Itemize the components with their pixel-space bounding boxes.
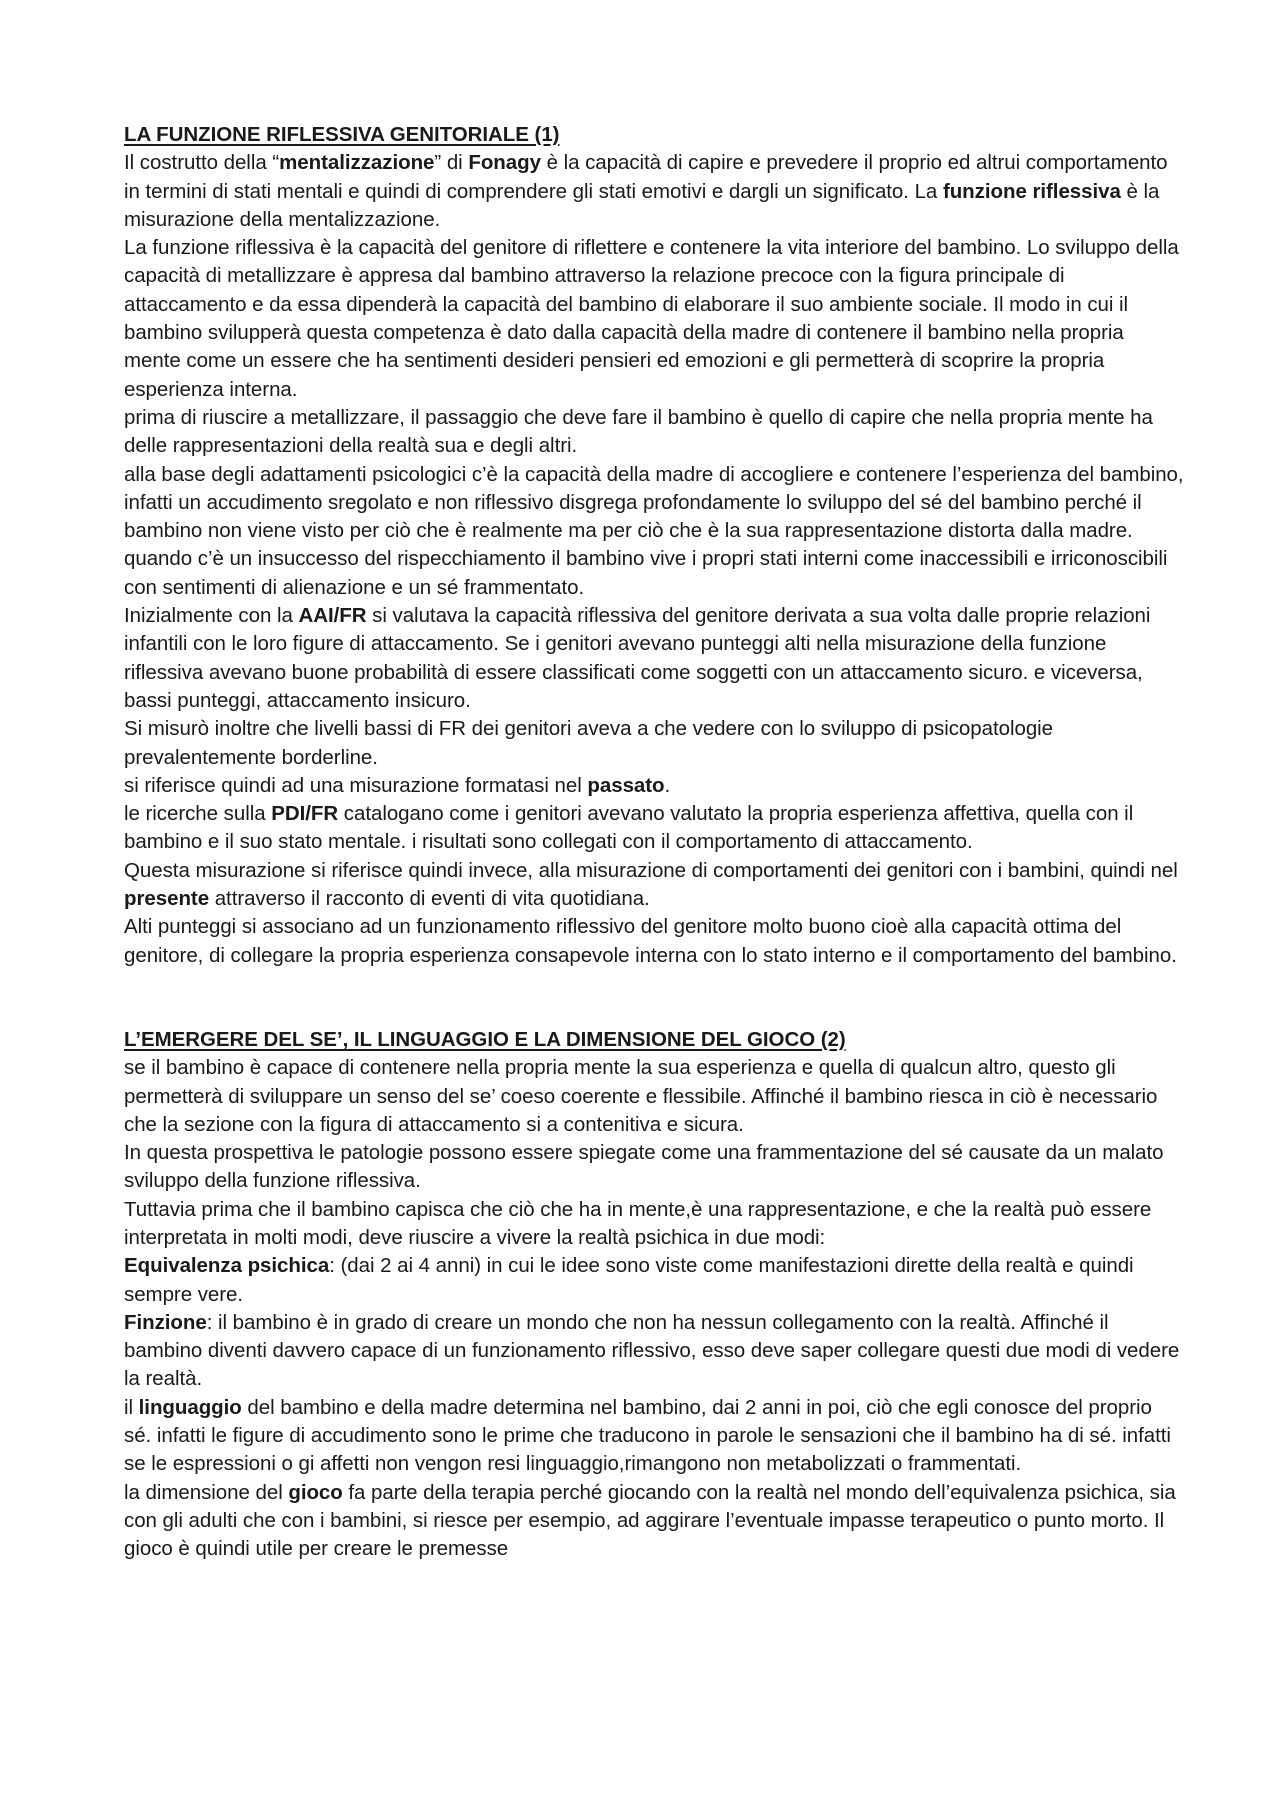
- text-run: In questa prospettiva le patologie possono essere spiegate come una frammentazione del sé causate da un malato sviluppo della funzione riflessiva.: [124, 1141, 1164, 1193]
- bold-term: gioco: [288, 1480, 343, 1504]
- bold-term: AAI/FR: [298, 604, 367, 628]
- text-run: le ricerche sulla: [124, 802, 272, 826]
- bold-term: linguaggio: [138, 1395, 242, 1419]
- text-run: Questa misurazione si riferisce quindi invece, alla misurazione di comportamenti dei genitori con i bambini, quindi nel: [124, 858, 1178, 882]
- section-body: [124, 149, 1184, 970]
- paragraph: [124, 857, 1184, 914]
- text-run: Tuttavia prima che il bambino capisca che ciò che ha in mente,è una rappresentazione, e che la realtà può essere interpretata in molti modi, deve riuscire a vivere la realtà psichica in due modi:: [124, 1197, 1152, 1249]
- paragraph: [124, 1479, 1184, 1564]
- bold-term: presente: [124, 887, 210, 911]
- paragraph: [124, 1054, 1184, 1139]
- text-run: è la misurazione della mentalizzazione.: [124, 179, 1160, 231]
- bold-term: Fonagy: [468, 151, 541, 175]
- paragraph: [124, 913, 1184, 970]
- text-run: Il costrutto della “: [124, 151, 280, 175]
- text-run: attraverso il racconto di eventi di vita quotidiana.: [209, 887, 650, 911]
- text-run: Alti punteggi si associano ad un funzionamento riflessivo del genitore molto buono cioè alla capacità ottima del genitore, di collegare la propria esperienza consapevole interna con lo stato interno e il comportamento del bambino.: [124, 915, 1177, 967]
- text-run: il: [124, 1395, 139, 1419]
- paragraph: [124, 800, 1184, 857]
- text-run: .: [664, 773, 671, 797]
- bold-term: passato: [587, 773, 665, 797]
- text-run: Si misurò inoltre che livelli bassi di FR dei genitori aveva a che vedere con lo sviluppo di psicopatologie prevalentemente borderline.: [124, 717, 1054, 769]
- bold-term: Equivalenza psichica: [124, 1254, 330, 1278]
- paragraph: [124, 461, 1184, 602]
- paragraph: [124, 234, 1184, 404]
- paragraph: [124, 1309, 1184, 1394]
- paragraph: [124, 1394, 1184, 1479]
- document-page: [124, 121, 1184, 1564]
- text-run: fa parte della terapia perché giocando con la realtà nel mondo dell’equivalenza psichica, sia con gli adulti che con i bambini, si riesce per esempio, ad aggirare l’eventuale impasse terapeutico o punto morto. Il gioco è quindi utile per creare le premesse: [124, 1480, 1176, 1561]
- bold-term: mentalizzazione: [279, 151, 435, 175]
- text-run: la dimensione del: [124, 1480, 289, 1504]
- paragraph: [124, 404, 1184, 461]
- section-funzione-riflessiva: [124, 121, 1184, 970]
- text-run: : (dai 2 ai 4 anni) in cui le idee sono viste come manifestazioni dirette della realtà e quindi sempre vere.: [124, 1254, 1134, 1306]
- text-run: si riferisce quindi ad una misurazione formatasi nel: [124, 773, 588, 797]
- paragraph: [124, 715, 1184, 772]
- text-run: Inizialmente con la: [124, 604, 299, 628]
- text-run: se il bambino è capace di contenere nella propria mente la sua esperienza e quella di qualcun altro, questo gli permetterà di sviluppare un senso del se’ coeso coerente e flessibile. Affinché il bambino riesca in ciò è necessario che la sezione con la figura di attaccamento si a contenitiva e sicura.: [124, 1056, 1158, 1136]
- text-run: ” di: [434, 151, 469, 175]
- paragraph: [124, 602, 1184, 715]
- text-run: La funzione riflessiva è la capacità del genitore di riflettere e contenere la vita interiore del bambino. Lo sviluppo della capacità di metallizzare è appresa dal bambino attraverso la relazione precoce con la figura principale di attaccamento e da essa dipenderà la capacità del bambino di elaborare il suo ambiente sociale. Il modo in cui il bambino svilupperà questa competenza è dato dalla capacità della madre di contenere il bambino nella propria mente come un essere che ha sentimenti desideri pensieri ed emozioni e gli permetterà di scoprire la propria esperienza interna.: [124, 236, 1179, 401]
- bold-term: funzione riflessiva: [942, 179, 1121, 203]
- text-run: catalogano come i genitori avevano valutato la propria esperienza affettiva, quella con il bambino e il suo stato mentale. i risultati sono collegati con il comportamento di attaccamento.: [124, 802, 1134, 854]
- bold-term: PDI/FR: [271, 802, 339, 826]
- section-heading: LA FUNZIONE RIFLESSIVA GENITORIALE (1): [124, 123, 560, 146]
- paragraph: [124, 1252, 1184, 1309]
- paragraph: [124, 1139, 1184, 1196]
- text-run: è la capacità di capire e prevedere il proprio ed altrui comportamento in termini di stati mentali e quindi di comprendere gli stati emotivi e dargli un significato. La: [124, 151, 1168, 203]
- section-heading: L’EMERGERE DEL SE’, IL LINGUAGGIO E LA DIMENSIONE DEL GIOCO (2): [124, 1027, 846, 1051]
- text-run: del bambino e della madre determina nel bambino, dai 2 anni in poi, ciò che egli conosce del proprio sé. infatti le figure di accudimento sono le prime che traducono in parole le sensazioni che il bambino ha di sé. infatti se le espressioni o gi affetti non vengon resi linguaggio,rimangono non metabolizzati o frammentati.: [124, 1395, 1171, 1476]
- paragraph: [124, 1196, 1184, 1253]
- section-emergere-del-se: [124, 1026, 1184, 1564]
- paragraph: [124, 149, 1184, 234]
- section-body: [124, 1054, 1184, 1563]
- bold-term: Finzione: [124, 1310, 207, 1334]
- text-run: prima di riuscire a metallizzare, il passaggio che deve fare il bambino è quello di capire che nella propria mente ha delle rappresentazioni della realtà sua e degli altri.: [124, 405, 1153, 458]
- text-run: : il bambino è in grado di creare un mondo che non ha nessun collegamento con la realtà. Affinché il bambino diventi davvero capace di un funzionamento riflessivo, esso deve saper collegare questi due modi di vedere la realtà.: [124, 1310, 1180, 1391]
- text-run: si valutava la capacità riflessiva del genitore derivata a sua volta dalle proprie relazioni infantili con le loro figure di attaccamento. Se i genitori avevano punteggi alti nella misurazione della funzione riflessiva avevano buone probabilità di essere classificati come soggetti con un attaccamento sicuro. e viceversa, bassi punteggi, attaccamento insicuro.: [124, 604, 1151, 712]
- paragraph: [124, 772, 1184, 800]
- text-run: alla base degli adattamenti psicologici c’è la capacità della madre di accogliere e contenere l’esperienza del bambino, infatti un accudimento sregolato e non riflessivo disgrega profondamente lo sviluppo del sé del bambino perché il bambino non viene visto per ciò che è realmente ma per ciò che è la sua rappresentazione distorta dalla madre. quando c’è un insuccesso del rispecchiamento il bambino vive i propri stati interni come inaccessibili e irriconoscibili con sentimenti di alienazione e un sé frammentato.: [124, 462, 1184, 599]
